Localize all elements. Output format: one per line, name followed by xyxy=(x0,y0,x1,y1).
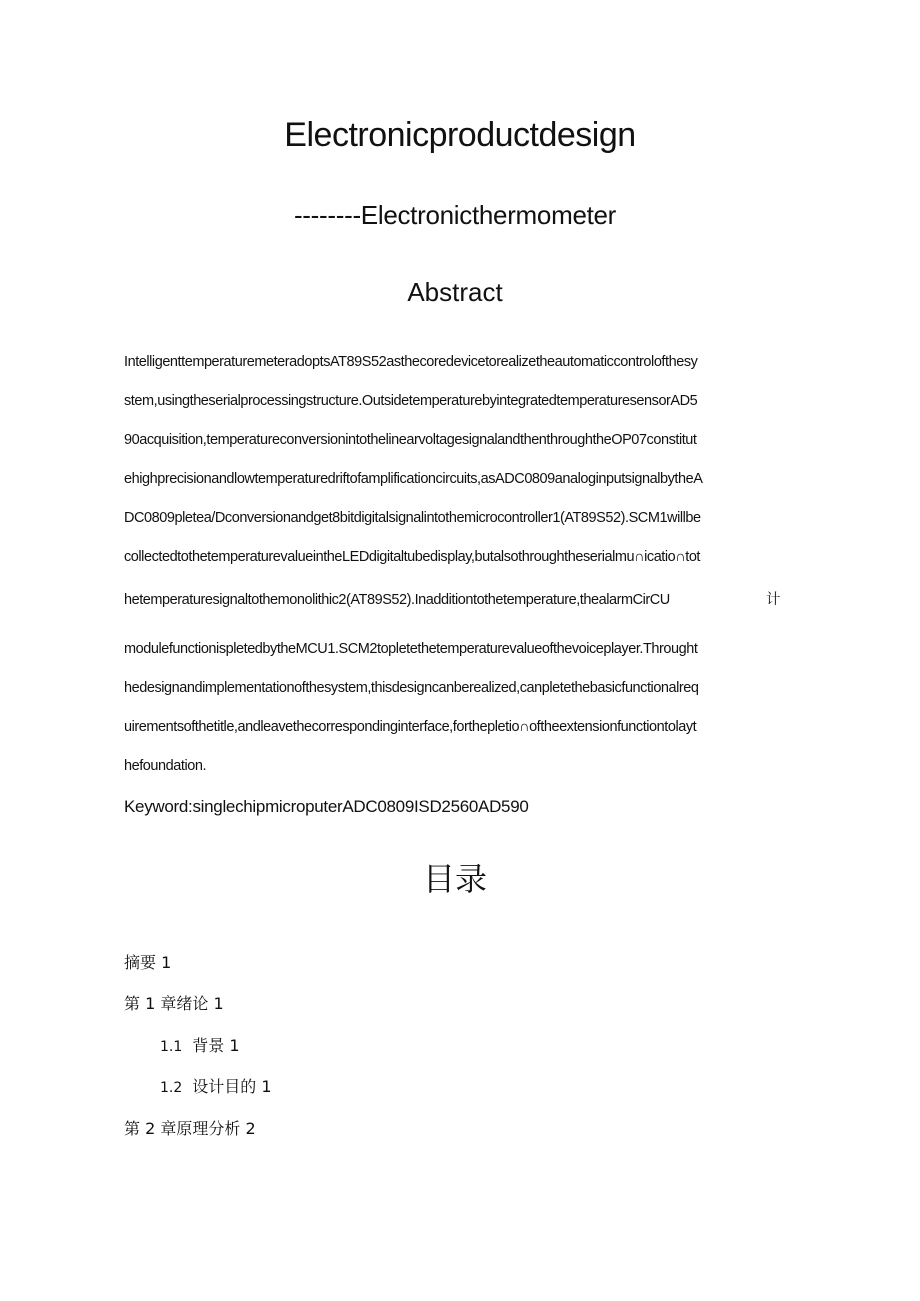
abstract-line-tail: 计 xyxy=(766,592,781,608)
abstract-heading: Abstract xyxy=(407,277,503,307)
toc-item-text: 第 2 章原理分析 2 xyxy=(124,1119,256,1138)
document-title: Electronicproductdesign xyxy=(284,116,636,154)
abstract-line: hedesignandimplementationofthesystem,thisdesigncanberealized,canpletethebasicfunctionalreq xyxy=(124,680,699,696)
toc-item-text: 设计目的 1 xyxy=(192,1077,272,1096)
toc-item[interactable] xyxy=(160,1074,272,1097)
abstract-line-text: hetemperaturesignaltothemonolithic2(AT89S52).Inadditiontothetemperature,thealarmCirCU xyxy=(124,592,670,608)
toc-item[interactable] xyxy=(124,950,171,973)
toc-heading: 目录 xyxy=(422,860,487,898)
abstract-line: modulefunctionispletedbytheMCU1.SCM2topletethetemperaturevalueofthevoiceplayer.Throught xyxy=(124,641,698,657)
abstract-line: hefoundation. xyxy=(124,758,207,774)
abstract-line: ehighprecisionandlowtemperaturedriftofamplificationcircuits,asADC0809analoginputsignalbytheA xyxy=(124,471,703,487)
toc-item[interactable] xyxy=(160,1033,240,1056)
abstract-line: DC0809pletea/Dconversionandget8bitdigitalsignalintothemicrocontroller1(AT89S52).SCM1willbe xyxy=(124,510,701,526)
toc-item-number: 1.2 xyxy=(160,1080,183,1096)
toc-item-number: 1.1 xyxy=(160,1039,183,1055)
abstract-line: IntelligenttemperaturemeteradoptsAT89S52asthecoredevicetorealizetheautomaticcontrolofthesy xyxy=(124,354,698,370)
toc-item[interactable] xyxy=(124,991,224,1014)
toc-item[interactable] xyxy=(124,1116,256,1139)
toc-item-text: 第 1 章绪论 1 xyxy=(124,994,224,1013)
abstract-line-with-tail xyxy=(124,590,794,610)
abstract-line: 90acquisition,temperatureconversionintothelinearvoltagesignalandthenthroughtheOP07constitut xyxy=(124,432,697,448)
abstract-line: stem,usingtheserialprocessingstructure.OutsidetemperaturebyintegratedtemperaturesensorAD5 xyxy=(124,393,698,409)
keywords-line: Keyword:singlechipmicroputerADC0809ISD2560AD590 xyxy=(124,797,529,816)
toc-item-text: 摘要 1 xyxy=(124,953,172,972)
toc-item-text: 背景 1 xyxy=(192,1036,240,1055)
document-subtitle: --------Electronicthermometer xyxy=(293,200,617,230)
abstract-line: collectedtothetemperaturevalueintheLEDdigitaltubedisplay,butalsothroughtheserialmu∩icatio∩tot xyxy=(124,549,701,565)
abstract-line: uirementsofthetitle,andleavethecorrespondinginterface,forthepletio∩oftheextensionfunctiontolayt xyxy=(124,719,697,735)
